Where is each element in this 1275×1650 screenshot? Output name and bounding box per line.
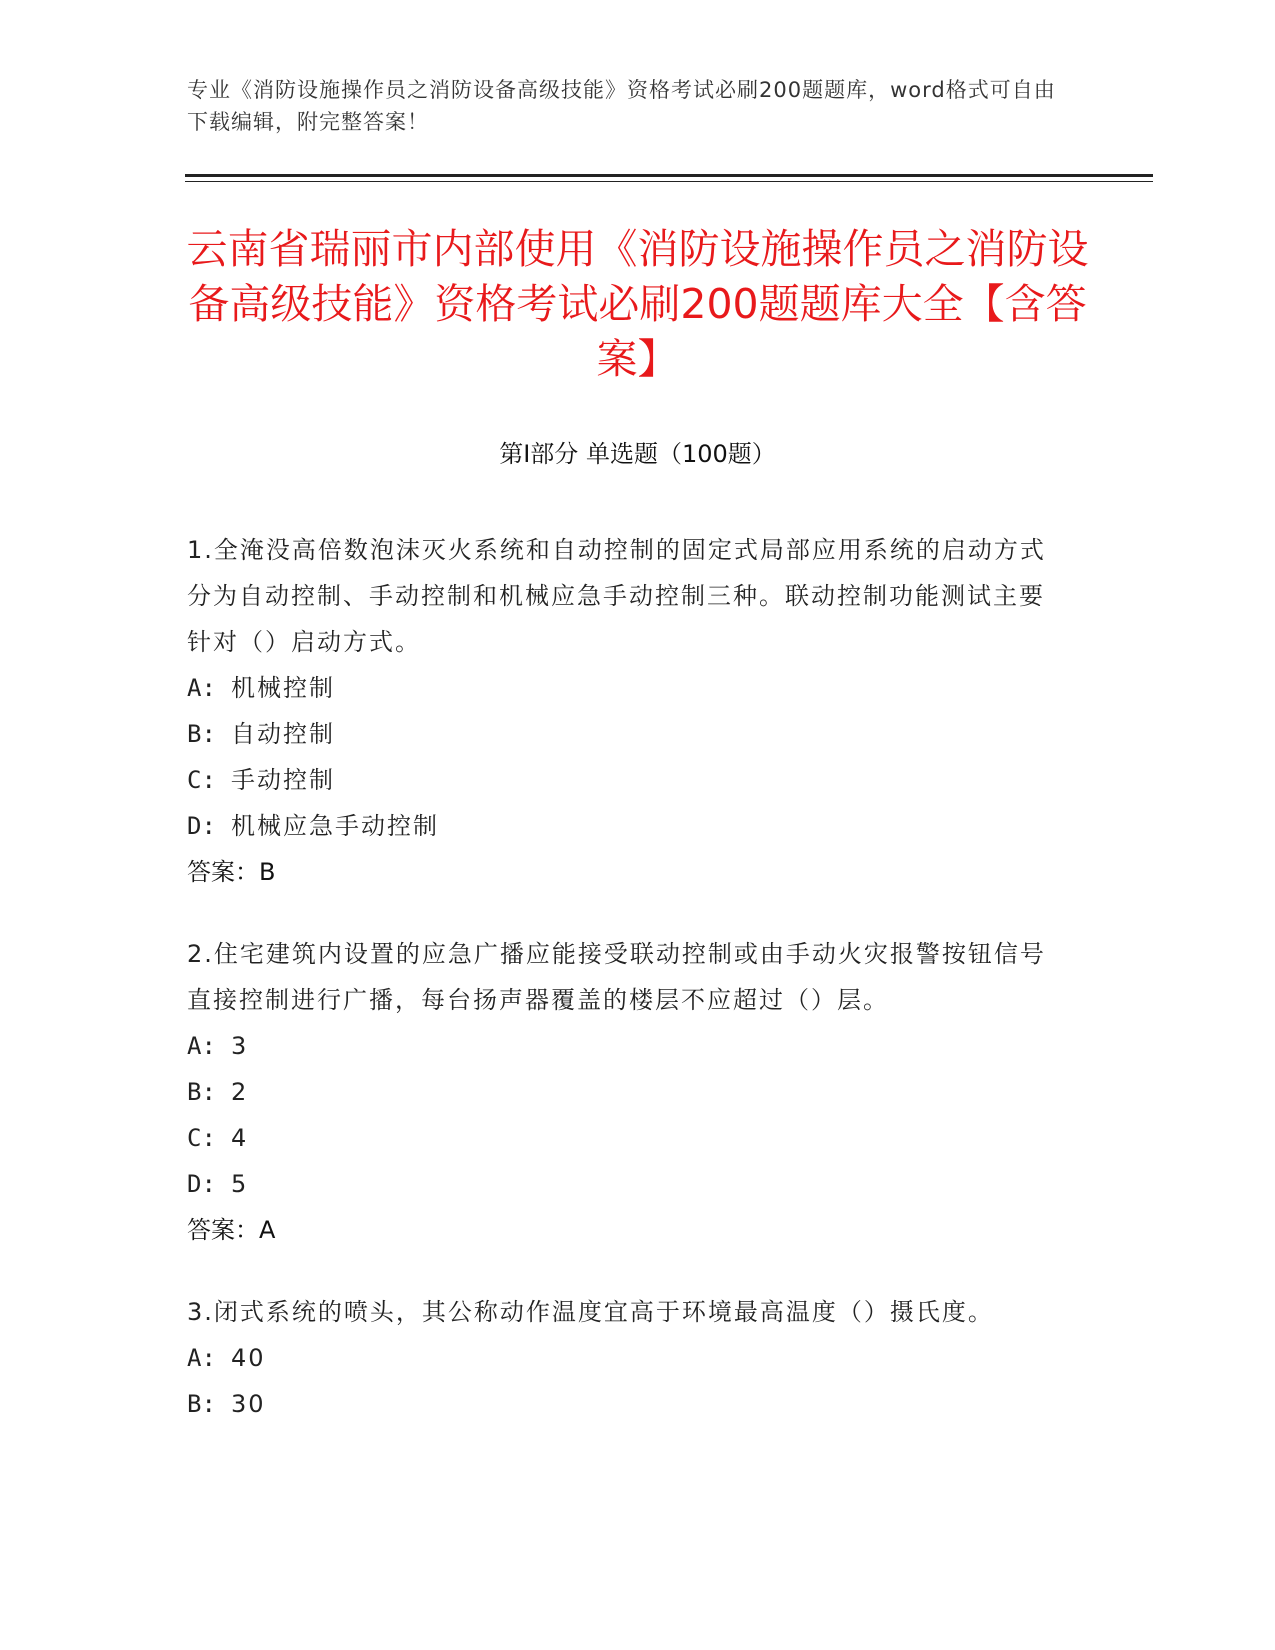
answer-text: 答案：A (187, 1216, 276, 1244)
option-label: B: (187, 1390, 216, 1418)
option-c (187, 1115, 1059, 1161)
option-text: 30 (231, 1390, 266, 1418)
option-text: 2 (231, 1078, 249, 1106)
header-note: 专业《消防设施操作员之消防设备高级技能》资格考试必刷200题题库，word格式可自由下载编辑，附完整答案！ (187, 78, 1056, 134)
option-a (187, 1335, 1059, 1381)
option-label: D: (187, 812, 216, 840)
option-b (187, 1069, 1059, 1115)
option-b (187, 1381, 1059, 1427)
option-label: B: (187, 1078, 216, 1106)
option-label: C: (187, 1124, 216, 1152)
option-label: A: (187, 1344, 216, 1372)
option-text: 4 (231, 1124, 249, 1152)
option-text: 手动控制 (231, 766, 335, 794)
header-divider-thin (185, 181, 1153, 182)
question-text: 1.全淹没高倍数泡沫灭火系统和自动控制的固定式局部应用系统的启动方式分为自动控制、手动控制和机械应急手动控制三种。联动控制功能测试主要针对（）启动方式。 (187, 536, 1046, 656)
option-text: 3 (231, 1032, 249, 1060)
option-c (187, 757, 1059, 803)
option-a (187, 665, 1059, 711)
question-item (187, 527, 1059, 895)
header-divider-thick (185, 174, 1153, 177)
option-d (187, 1161, 1059, 1207)
question-list (187, 527, 1059, 1463)
question-text: 2.住宅建筑内设置的应急广播应能接受联动控制或由手动火灾报警按钮信号直接控制进行广播，每台扬声器覆盖的楼层不应超过（）层。 (187, 940, 1046, 1014)
option-label: A: (187, 674, 216, 702)
question-text: 3.闭式系统的喷头，其公称动作温度宜高于环境最高温度（）摄氏度。 (187, 1298, 994, 1326)
option-label: B: (187, 720, 216, 748)
question-item (187, 931, 1059, 1253)
option-d (187, 803, 1059, 849)
option-text: 机械应急手动控制 (231, 812, 439, 840)
question-item (187, 1289, 1059, 1427)
answer-text: 答案：B (187, 858, 276, 886)
section-title: 第Ⅰ部分 单选题（100题） (499, 440, 776, 468)
option-label: C: (187, 766, 216, 794)
option-text: 自动控制 (231, 720, 335, 748)
option-text: 40 (231, 1344, 266, 1372)
option-b (187, 711, 1059, 757)
option-label: D: (187, 1170, 216, 1198)
document-title: 云南省瑞丽市内部使用《消防设施操作员之消防设备高级技能》资格考试必刷200题题库大全【含答案】 (186, 225, 1089, 383)
option-label: A: (187, 1032, 216, 1060)
option-a (187, 1023, 1059, 1069)
option-text: 5 (231, 1170, 249, 1198)
option-text: 机械控制 (231, 674, 335, 702)
